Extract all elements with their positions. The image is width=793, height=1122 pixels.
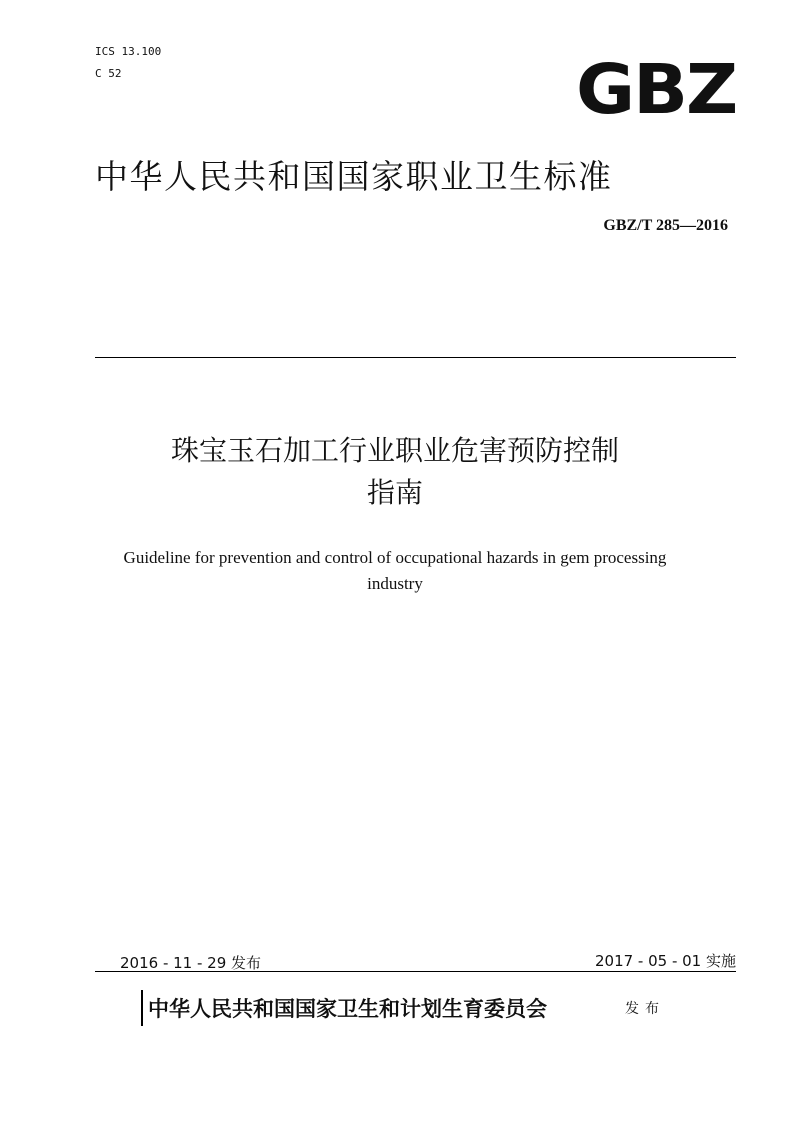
issuer-name: 中华人民共和国国家卫生和计划生育委员会	[148, 996, 547, 1021]
document-title-zh-line2: 指南	[366, 476, 423, 509]
issue-date: 2016 - 11 - 29 发布	[120, 954, 262, 972]
implementation-date: 2017 - 05 - 01 实施	[594, 952, 736, 970]
standard-category-title: 中华人民共和国国家职业卫生标准	[95, 157, 613, 196]
document-title-zh	[95, 430, 695, 514]
classification-codes	[95, 41, 161, 85]
document-title-en-line1: Guideline for prevention and control of occupational hazards in gem processing	[123, 548, 667, 567]
gbz-logo: GBZ	[576, 49, 737, 130]
document-title-en-line2: industry	[367, 574, 423, 593]
standard-number: GBZ/T 285—2016	[603, 217, 728, 234]
footer-divider	[95, 971, 736, 972]
issuer-margin-mark	[141, 990, 143, 1026]
header-divider	[95, 357, 736, 358]
issuer-action: 发布	[625, 1001, 665, 1017]
ccs-code: C 52	[95, 67, 122, 80]
document-title-zh-line1: 珠宝玉石加工行业职业危害预防控制	[170, 434, 619, 467]
document-title-en	[90, 545, 700, 597]
ics-code: ICS 13.100	[95, 45, 162, 58]
